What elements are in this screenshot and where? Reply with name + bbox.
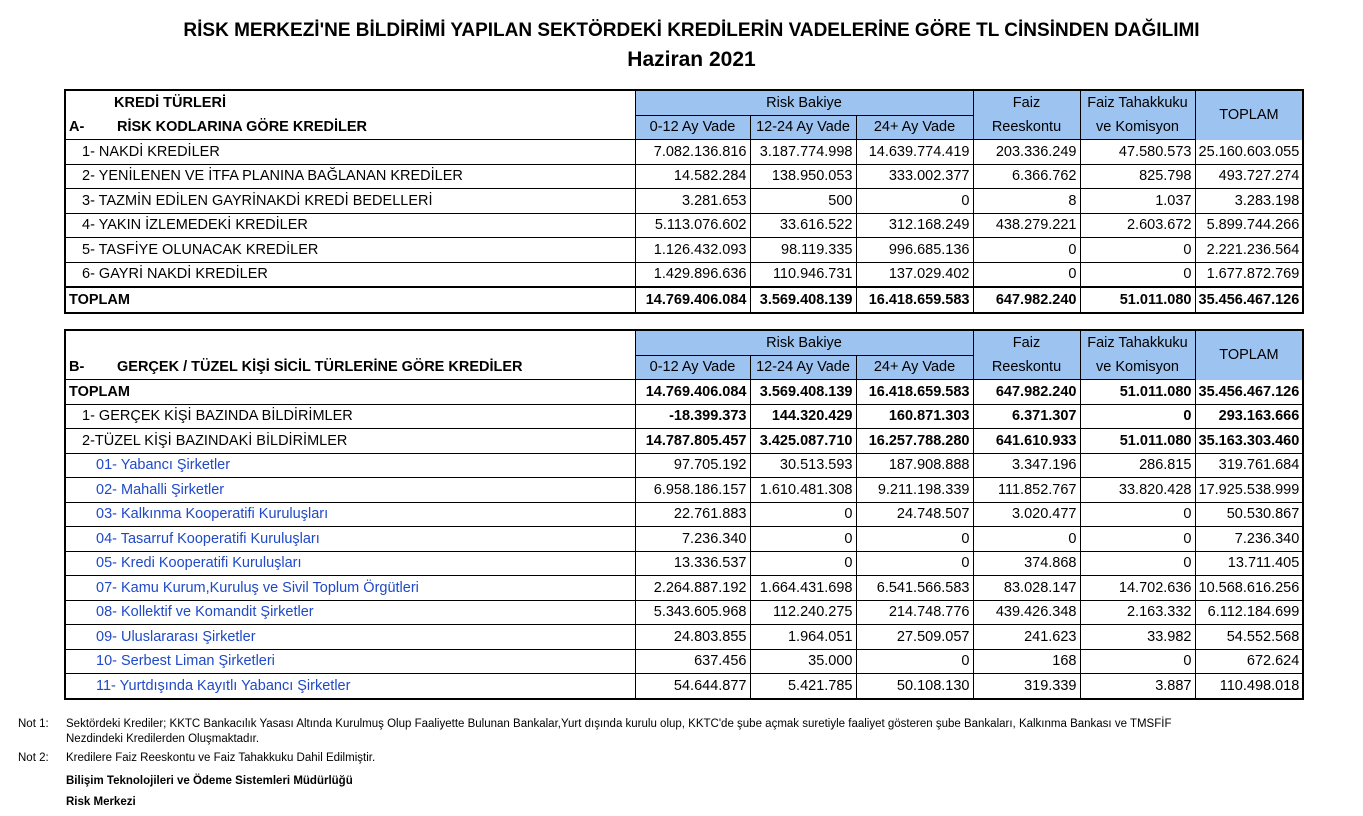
table-cell: 6.958.186.157 [635,478,750,503]
row-label: 07- Kamu Kurum,Kuruluş ve Sivil Toplum Örgütleri [65,576,635,601]
table-cell: 1.664.431.698 [750,576,856,601]
section-b-code: B- [69,359,85,375]
table-cell: 1.610.481.308 [750,478,856,503]
table-cell: 0 [856,649,973,674]
table-cell: 6.366.762 [973,164,1080,189]
total-cell: 35.456.467.126 [1195,287,1303,313]
table-cell: 0 [856,189,973,214]
section-a-code: A- [69,119,85,135]
table-cell: 0 [856,551,973,576]
header-kredi-turleri: KREDİ TÜRLERİ [65,90,635,115]
table-cell: 1.037 [1080,189,1195,214]
row-label: 2- YENİLENEN VE İTFA PLANINA BAĞLANAN KREDİLER [65,164,635,189]
header-toplam: TOPLAM [1195,330,1303,380]
table-cell: 241.623 [973,625,1080,650]
table-cell: 2.221.236.564 [1195,238,1303,263]
table-cell: 3.425.087.710 [750,429,856,454]
note-2-label: Not 2: [18,752,49,764]
row-label: 11- Yurtdışında Kayıtlı Yabancı Şirketler [65,674,635,699]
row-label: 09- Uluslararası Şirketler [65,625,635,650]
table-cell: 0 [856,527,973,552]
page-title: RİSK MERKEZİ'NE BİLDİRİMİ YAPILAN SEKTÖRDEKİ KREDİLERİN VADELERİNE GÖRE TL CİNSİNDEN DAĞILIMI [183,20,1200,41]
table-row [65,213,1303,238]
row-label: 01- Yabancı Şirketler [65,453,635,478]
table-cell: 5.343.605.968 [635,600,750,625]
table-cell: 319.339 [973,674,1080,699]
table-cell: 0 [750,502,856,527]
header-faiz: Faiz [973,330,1080,355]
header-komisyon: ve Komisyon [1080,355,1195,380]
table-cell: 51.011.080 [1080,429,1195,454]
table-cell: 1.126.432.093 [635,238,750,263]
table-row [65,453,1303,478]
table-cell: 0 [973,527,1080,552]
table-row [65,502,1303,527]
table-cell: 286.815 [1080,453,1195,478]
note-1-text-cont: Nezdindeki Kredilerden Oluşmaktadır. [66,733,260,745]
header-reeskont: Reeskontu [973,355,1080,380]
table-cell: 996.685.136 [856,238,973,263]
table-cell: 33.982 [1080,625,1195,650]
table-cell: 0 [1080,238,1195,263]
row-label: 1- NAKDİ KREDİLER [65,140,635,165]
table-cell: 374.868 [973,551,1080,576]
total-cell: 51.011.080 [1080,287,1195,313]
total-cell: 3.569.408.139 [750,380,856,405]
table-cell: 0 [750,551,856,576]
header-toplam: TOPLAM [1195,90,1303,140]
table-cell: 493.727.274 [1195,164,1303,189]
table-cell: 35.163.303.460 [1195,429,1303,454]
total-cell: 16.418.659.583 [856,380,973,405]
total-cell: 35.456.467.126 [1195,380,1303,405]
table-cell: 110.946.731 [750,262,856,287]
row-label: 02- Mahalli Şirketler [65,478,635,503]
header-reeskont: Reeskontu [973,115,1080,140]
header-tahakkuk: Faiz Tahakkuku [1080,90,1195,115]
table-cell: 825.798 [1080,164,1195,189]
row-label: 3- TAZMİN EDİLEN GAYRİNAKDİ KREDİ BEDELLERİ [65,189,635,214]
table-cell: 214.748.776 [856,600,973,625]
table-cell: 187.908.888 [856,453,973,478]
header-faiz: Faiz [973,90,1080,115]
table-row [65,674,1303,699]
table-cell: 137.029.402 [856,262,973,287]
table-cell: 3.283.198 [1195,189,1303,214]
total-label: TOPLAM [65,380,635,405]
table-row [65,625,1303,650]
table-cell: 47.580.573 [1080,140,1195,165]
row-label: 1- GERÇEK KİŞİ BAZINDA BİLDİRİMLER [65,404,635,429]
table-cell: 0 [1080,262,1195,287]
row-label: 08- Kollektif ve Komandit Şirketler [65,600,635,625]
header-tahakkuk: Faiz Tahakkuku [1080,330,1195,355]
page-subtitle: Haziran 2021 [627,48,756,71]
table-row-tuzel [65,429,1303,454]
table-cell: 3.020.477 [973,502,1080,527]
table-cell: 312.168.249 [856,213,973,238]
table-cell: 27.509.057 [856,625,973,650]
table-cell: 14.702.636 [1080,576,1195,601]
table-cell: 16.257.788.280 [856,429,973,454]
total-cell: 51.011.080 [1080,380,1195,405]
header-risk-bakiye: Risk Bakiye [635,90,973,115]
table-cell: 333.002.377 [856,164,973,189]
table-cell: 0 [1080,649,1195,674]
table-cell: 24.803.855 [635,625,750,650]
table-row-gercek [65,404,1303,429]
header-0-12: 0-12 Ay Vade [635,115,750,140]
header-12-24: 12-24 Ay Vade [750,115,856,140]
table-cell: 54.552.568 [1195,625,1303,650]
table-total-row [65,287,1303,313]
table-cell: 97.705.192 [635,453,750,478]
table-cell: 0 [973,262,1080,287]
table-cell: 54.644.877 [635,674,750,699]
total-cell: 647.982.240 [973,380,1080,405]
table-cell: 144.320.429 [750,404,856,429]
table-row [65,164,1303,189]
table-cell: 111.852.767 [973,478,1080,503]
table-cell: 160.871.303 [856,404,973,429]
table-cell: 6.541.566.583 [856,576,973,601]
row-label: 04- Tasarruf Kooperatifi Kuruluşları [65,527,635,552]
table-cell: 7.236.340 [635,527,750,552]
table-cell: 98.119.335 [750,238,856,263]
table-cell: 25.160.603.055 [1195,140,1303,165]
table-cell: 1.964.051 [750,625,856,650]
table-cell: 7.236.340 [1195,527,1303,552]
section-b-title [65,355,635,380]
note-2-text: Kredilere Faiz Reeskontu ve Faiz Tahakkuku Dahil Edilmiştir. [66,752,376,764]
table-cell: 637.456 [635,649,750,674]
table-cell: 22.761.883 [635,502,750,527]
table-cell: 2.264.887.192 [635,576,750,601]
row-label: 03- Kalkınma Kooperatifi Kuruluşları [65,502,635,527]
table-row [65,600,1303,625]
table-cell: 293.163.666 [1195,404,1303,429]
table-cell: 8 [973,189,1080,214]
table-cell: 319.761.684 [1195,453,1303,478]
footer-unit: Risk Merkezi [66,796,136,808]
table-cell: 439.426.348 [973,600,1080,625]
note-1-text: Sektördeki Krediler; KKTC Bankacılık Yasası Altında Kurulmuş Olup Faaliyette Bulunan Bankalar,Yurt dışında kurulu olup, KKTC'de şube açmak suretiyle faaliyet gösteren şube Bankaları, Kalkınma Bankası ve TMSFİF [66,718,1172,730]
table-cell: 0 [750,527,856,552]
table-row [65,551,1303,576]
table-row [65,576,1303,601]
table-cell: 3.347.196 [973,453,1080,478]
table-row [65,262,1303,287]
table-cell: 138.950.053 [750,164,856,189]
row-label: 6- GAYRİ NAKDİ KREDİLER [65,262,635,287]
table-total-row [65,380,1303,405]
total-label: TOPLAM [65,287,635,313]
table-cell: 33.820.428 [1080,478,1195,503]
table-cell: 14.582.284 [635,164,750,189]
header-risk-bakiye: Risk Bakiye [635,330,973,355]
table-cell: -18.399.373 [635,404,750,429]
table-row [65,478,1303,503]
row-label: 10- Serbest Liman Şirketleri [65,649,635,674]
table-cell: 168 [973,649,1080,674]
table-cell: 13.711.405 [1195,551,1303,576]
table-cell: 2.603.672 [1080,213,1195,238]
total-cell: 14.769.406.084 [635,380,750,405]
table-cell: 438.279.221 [973,213,1080,238]
row-label: 4- YAKIN İZLEMEDEKİ KREDİLER [65,213,635,238]
table-cell: 83.028.147 [973,576,1080,601]
header-24-plus: 24+ Ay Vade [856,355,973,380]
table-cell: 50.530.867 [1195,502,1303,527]
table-cell: 641.610.933 [973,429,1080,454]
row-label: 2-TÜZEL KİŞİ BAZINDAKİ BİLDİRİMLER [65,429,635,454]
table-cell: 50.108.130 [856,674,973,699]
table-cell: 0 [1080,502,1195,527]
table-cell: 5.113.076.602 [635,213,750,238]
table-cell: 110.498.018 [1195,674,1303,699]
table-cell: 5.899.744.266 [1195,213,1303,238]
table-cell: 5.421.785 [750,674,856,699]
table-row [65,189,1303,214]
table-cell: 0 [1080,551,1195,576]
table-cell: 30.513.593 [750,453,856,478]
table-cell: 0 [973,238,1080,263]
table-cell: 3.887 [1080,674,1195,699]
total-cell: 3.569.408.139 [750,287,856,313]
table-cell: 1.429.896.636 [635,262,750,287]
table-cell: 203.336.249 [973,140,1080,165]
row-label: 5- TASFİYE OLUNACAK KREDİLER [65,238,635,263]
table-cell: 9.211.198.339 [856,478,973,503]
table-cell: 7.082.136.816 [635,140,750,165]
table-cell: 24.748.507 [856,502,973,527]
header-12-24: 12-24 Ay Vade [750,355,856,380]
table-row [65,238,1303,263]
table-cell: 13.336.537 [635,551,750,576]
table-cell: 6.112.184.699 [1195,600,1303,625]
table-cell: 112.240.275 [750,600,856,625]
table-cell: 14.639.774.419 [856,140,973,165]
table-cell: 0 [1080,404,1195,429]
total-cell: 16.418.659.583 [856,287,973,313]
section-a-title [65,115,635,140]
table-cell: 2.163.332 [1080,600,1195,625]
table-cell: 0 [1080,527,1195,552]
table-cell: 672.624 [1195,649,1303,674]
total-cell: 14.769.406.084 [635,287,750,313]
table-cell: 10.568.616.256 [1195,576,1303,601]
header-komisyon: ve Komisyon [1080,115,1195,140]
table-cell: 3.187.774.998 [750,140,856,165]
table-registry-types [64,329,1304,700]
table-cell: 3.281.653 [635,189,750,214]
note-1-label: Not 1: [18,718,49,730]
table-cell: 17.925.538.999 [1195,478,1303,503]
table-cell: 500 [750,189,856,214]
header-24-plus: 24+ Ay Vade [856,115,973,140]
section-a-label: RİSK KODLARINA GÖRE KREDİLER [117,119,367,135]
table-cell: 35.000 [750,649,856,674]
total-cell: 647.982.240 [973,287,1080,313]
table-cell: 6.371.307 [973,404,1080,429]
row-label: 05- Kredi Kooperatifi Kuruluşları [65,551,635,576]
table-risk-codes [64,89,1304,314]
table-row [65,649,1303,674]
header-0-12: 0-12 Ay Vade [635,355,750,380]
table-cell: 14.787.805.457 [635,429,750,454]
table-cell: 33.616.522 [750,213,856,238]
footer-department: Bilişim Teknolojileri ve Ödeme Sistemleri Müdürlüğü [66,775,353,787]
table-cell: 1.677.872.769 [1195,262,1303,287]
table-row [65,527,1303,552]
table-row [65,140,1303,165]
section-b-label: GERÇEK / TÜZEL KİŞİ SİCİL TÜRLERİNE GÖRE KREDİLER [117,359,523,375]
